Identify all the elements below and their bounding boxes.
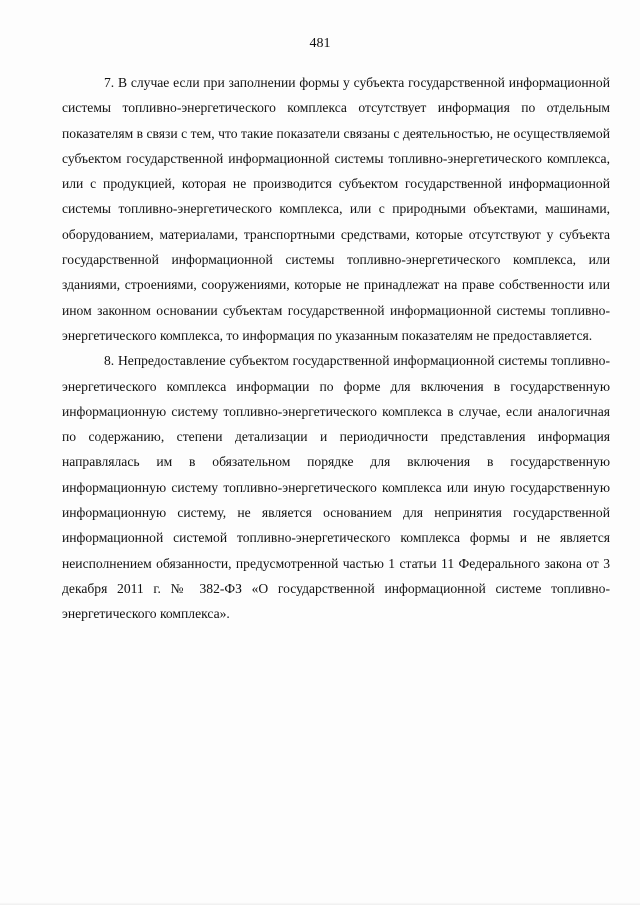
page-number: 481: [309, 36, 331, 51]
paragraph-7: 7. В случае если при заполнении формы у субъекта государственной информационной системы топливно-энергетического комплекса отсутствует информация по отдельным показателям в связи с тем, что такие показатели связаны с деятельностью, не осуществляемой субъектом государственной информационной системы топливно-энергетического комплекса, или с продукцией, которая не производится субъектом государственной информационной системы топливно-энергетического комплекса, или с природными объектами, машинами, оборудованием, материалами, транспортными средствами, которые отсутствуют у субъекта государственной информационной системы топливно-энергетического комплекса, или зданиями, строениями, сооружениями, которые не принадлежат на праве собственности или ином законном основании субъектам государственной информационной системы топливно-энергетического комплекса, то информация по указанным показателям не предоставляется.: [62, 75, 610, 343]
paragraph-8: 8. Непредоставление субъектом государственной информационной системы топливно-энергетического комплекса информации по форме для включения в государственную информационную систему топливно-энергетического комплекса в случае, если аналогичная по содержанию, степени детализации и периодичности представления информация направлялась им в обязательном порядке для включения в государственную информационную систему топливно-энергетического комплекса или иную государственную информационную систему, не является основанием для непринятия государственной информационной системой топливно-энергетического комплекса формы и не является неисполнением обязанности, предусмотренной частью 1 статьи 11 Федерального закона от 3 декабря 2011 г. № 382-ФЗ «О государственной информационной системе топливно-энергетического комплекса».: [62, 353, 610, 622]
document-body: [62, 70, 610, 627]
